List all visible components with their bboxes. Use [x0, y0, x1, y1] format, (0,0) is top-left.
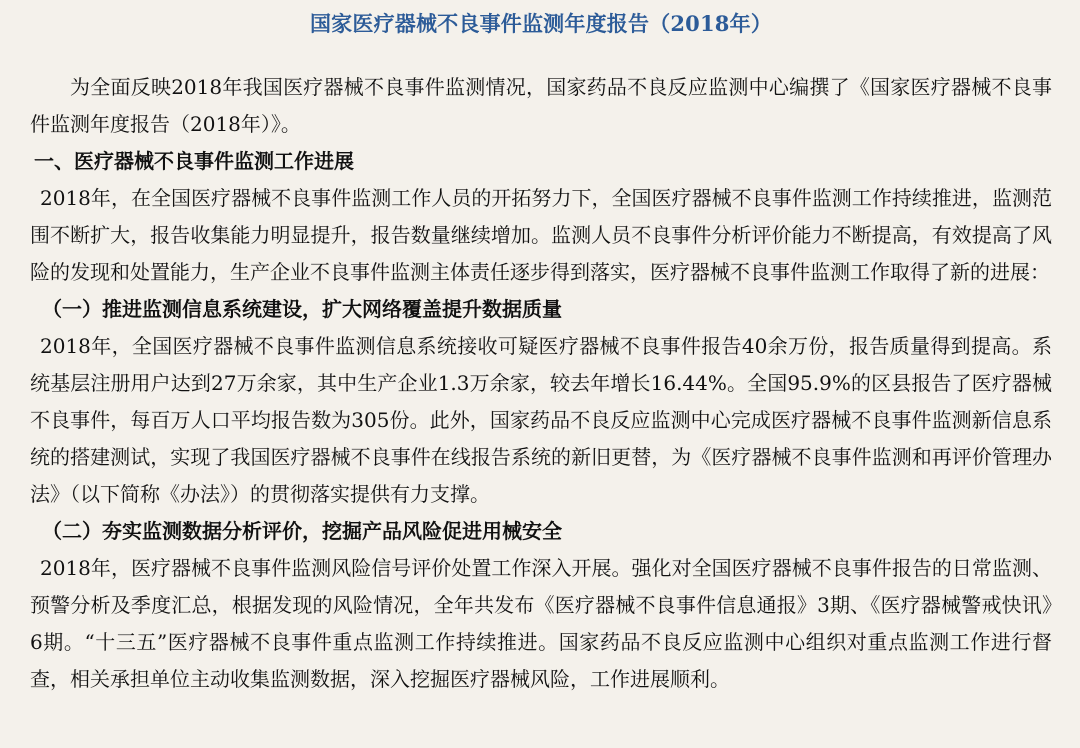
section-1-heading: 一、医疗器械不良事件监测工作进展 [34, 149, 354, 173]
subsection-1-paragraph: 2018年，全国医疗器械不良事件监测信息系统接收可疑医疗器械不良事件报告40余万份，报告质量得到提高。系统基层注册用户达到27万余家，其中生产企业1.3万余家，较去年增长16.44%。全国95.9%的区县报告了医疗器械不良事件，每百万人口平均报告数为305份。此外，国家药品不良反应监测中心完成医疗器械不良事件监测新信息系统的搭建测试，实现了我国医疗器械不良事件在线报告系统的新旧更替，为《医疗器械不良事件监测和再评价管理办法》（以下简称《办法》）的贯彻落实提供有力支撑。 [30, 334, 1052, 506]
subsection-2-heading: （二）夯实监测数据分析评价，挖掘产品风险促进用械安全 [42, 519, 562, 543]
section-1-paragraph: 2018年，在全国医疗器械不良事件监测工作人员的开拓努力下，全国医疗器械不良事件监测工作持续推进，监测范围不断扩大，报告收集能力明显提升，报告数量继续增加。监测人员不良事件分析评价能力不断提高，有效提高了风险的发现和处置能力，生产企业不良事件监测主体责任逐步得到落实，医疗器械不良事件监测工作取得了新的进展： [30, 186, 1052, 284]
report-title: 国家医疗器械不良事件监测年度报告（2018年） [309, 11, 773, 36]
subsection-1-heading: （一）推进监测信息系统建设，扩大网络覆盖提升数据质量 [42, 297, 562, 321]
subsection-2-paragraph: 2018年，医疗器械不良事件监测风险信号评价处置工作深入开展。强化对全国医疗器械不良事件报告的日常监测、预警分析及季度汇总，根据发现的风险情况，全年共发布《医疗器械不良事件信息通报》3期、《医疗器械警戒快讯》6期。“十三五”医疗器械不良事件重点监测工作持续推进。国家药品不良反应监测中心组织对重点监测工作进行督查，相关承担单位主动收集监测数据，深入挖掘医疗器械风险，工作进展顺利。 [30, 556, 1052, 691]
intro-paragraph: 为全面反映2018年我国医疗器械不良事件监测情况，国家药品不良反应监测中心编撰了《国家医疗器械不良事件监测年度报告（2018年）》。 [30, 75, 1052, 136]
